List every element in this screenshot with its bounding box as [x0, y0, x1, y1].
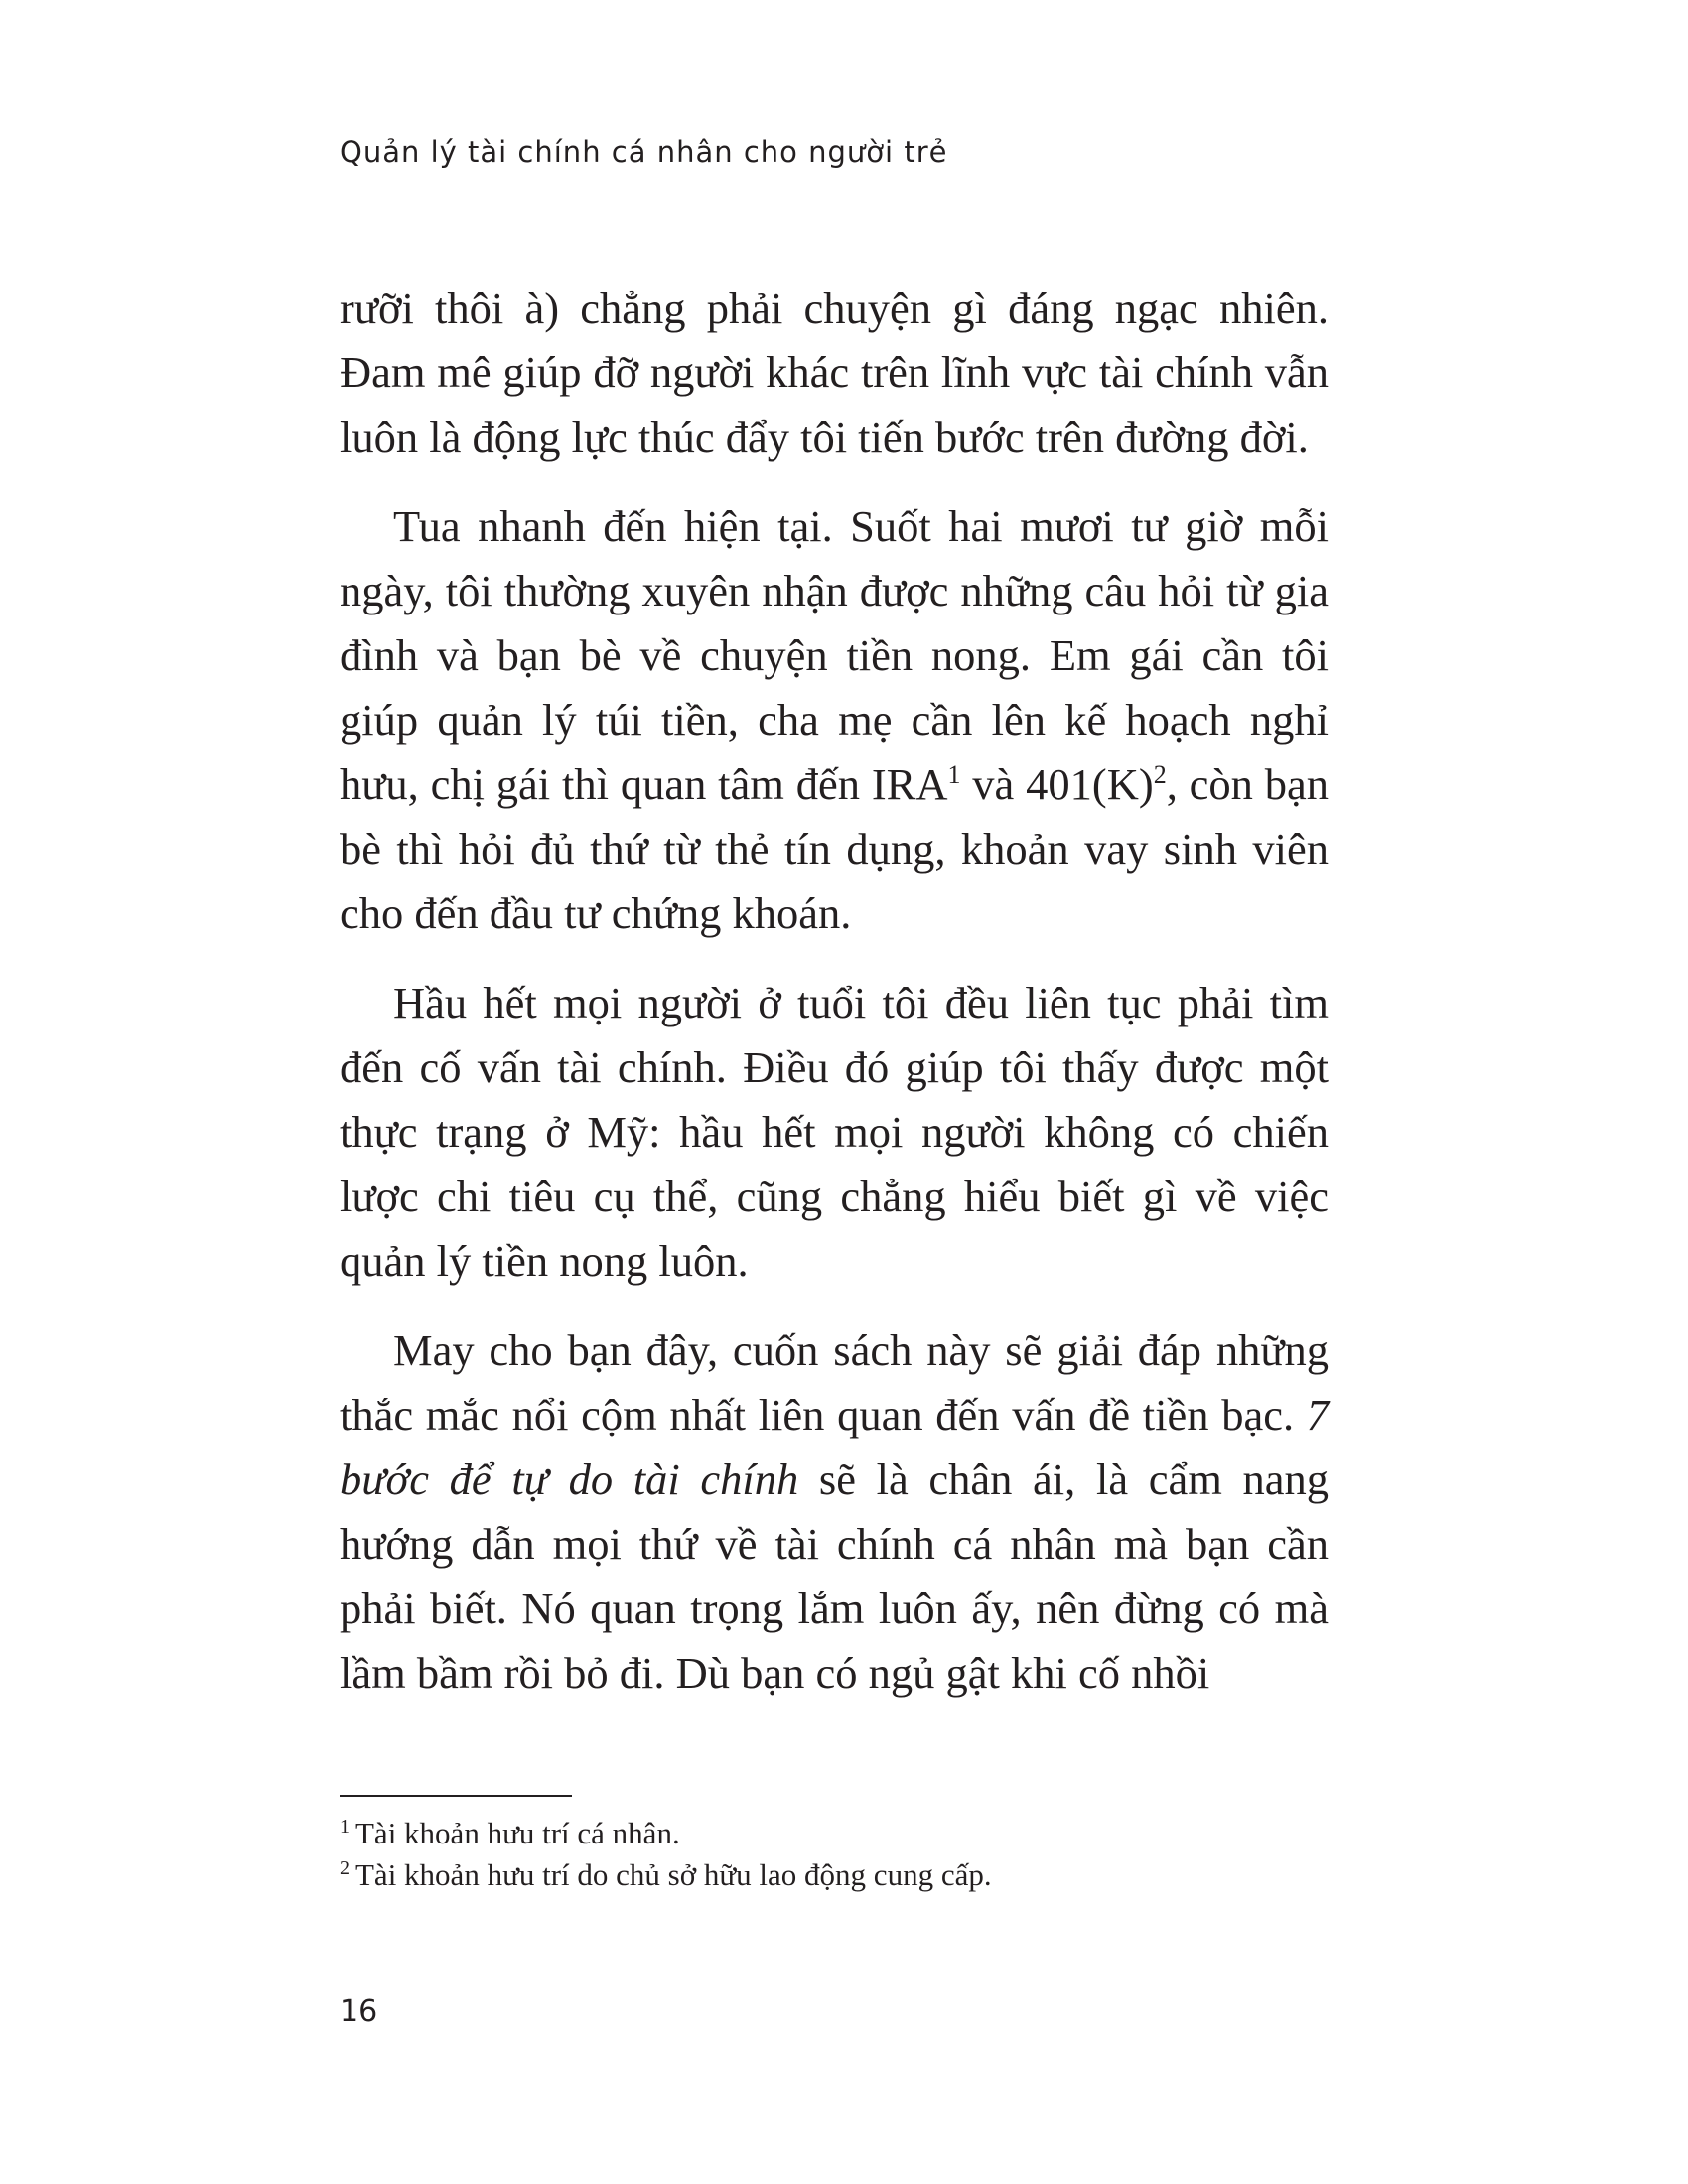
paragraph-4-text-b: sẽ là chân ái, là cẩm nang hướng dẫn mọi thứ về tài chính cá nhân mà bạn cần phải biết. Nó quan trọng lắm luôn ấy, nên đừng có mà lầm bầm rồi bỏ đi. Dù bạn có ngủ gật khi cố nhồi: [340, 1454, 1329, 1698]
footnote-ref-1: 1: [947, 760, 961, 789]
footnote-text: Tài khoản hưu trí do chủ sở hữu lao động cung cấp.: [355, 1857, 992, 1892]
paragraph-4: [340, 1318, 1329, 1706]
book-title: 7 bước để tự do tài chính: [340, 1390, 1329, 1504]
footnote-2: [340, 1854, 1333, 1896]
footnote-1: [340, 1813, 1333, 1854]
footnotes: [340, 1813, 1333, 1896]
paragraph-2-text-a: Tua nhanh đến hiện tại. Suốt hai mươi tư giờ mỗi ngày, tôi thường xuyên nhận được những câu hỏi từ gia đình và bạn bè về chuyện tiền nong. Em gái cần tôi giúp quản lý túi tiền, cha mẹ cần lên kế hoạch nghỉ hưu, chị gái thì quan tâm đến IRA: [340, 501, 1329, 809]
paragraph-2: [340, 494, 1329, 946]
paragraph-2-text-b: và 401(K): [960, 759, 1154, 809]
paragraph-1: rưỡi thôi à) chẳng phải chuyện gì đáng ngạc nhiên. Đam mê giúp đỡ người khác trên lĩnh vực tài chính vẫn luôn là động lực thúc đẩy tôi tiến bước trên đường đời.: [340, 283, 1329, 462]
paragraph-2-text-c: , còn bạn bè thì hỏi đủ thứ từ thẻ tín dụng, khoản vay sinh viên cho đến đầu tư chứng khoán.: [340, 759, 1329, 938]
paragraph-4-text-a: May cho bạn đây, cuốn sách này sẽ giải đáp những thắc mắc nổi cộm nhất liên quan đến vấn đề tiền bạc.: [340, 1325, 1329, 1439]
running-header: Quản lý tài chính cá nhân cho người trẻ: [340, 135, 948, 169]
paragraph-3: Hầu hết mọi người ở tuổi tôi đều liên tục phải tìm đến cố vấn tài chính. Điều đó giúp tôi thấy được một thực trạng ở Mỹ: hầu hết mọi người không có chiến lược chi tiêu cụ thể, cũng chẳng hiểu biết gì về việc quản lý tiền nong luôn.: [340, 978, 1329, 1286]
footnote-number: 1: [340, 1816, 350, 1838]
footnote-divider: [340, 1795, 572, 1797]
page-number: 16: [340, 1994, 378, 2029]
footnote-text: Tài khoản hưu trí cá nhân.: [355, 1816, 680, 1850]
footnote-number: 2: [340, 1857, 350, 1879]
footnote-ref-2: 2: [1153, 760, 1167, 789]
main-text: [340, 276, 1329, 1730]
